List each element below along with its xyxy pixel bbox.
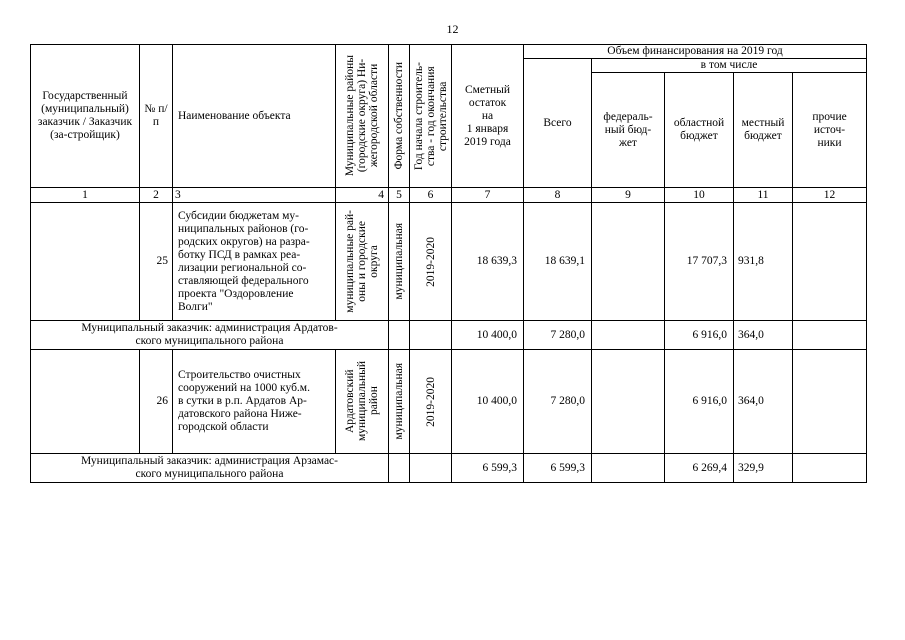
years-cell <box>410 350 452 454</box>
header-including: в том числе <box>592 59 867 73</box>
object-name <box>173 350 336 454</box>
header-federal-line: ный бюд- <box>604 123 652 136</box>
regional-value: 6 269,4 <box>665 454 734 483</box>
column-number: 7 <box>452 188 524 203</box>
municipal-customer-line: ского муниципального района <box>135 335 284 347</box>
local-value: 329,9 <box>734 454 793 483</box>
header-other <box>793 73 867 188</box>
estimated-value: 6 599,3 <box>452 454 524 483</box>
table-row <box>31 203 867 321</box>
column-number: 6 <box>410 188 452 203</box>
district-line: округа <box>368 245 380 278</box>
ownership-cell <box>389 203 410 321</box>
ownership-text: муниципальная <box>393 363 405 440</box>
column-number: 9 <box>592 188 665 203</box>
header-years-line: Год начала строитель- <box>412 61 425 171</box>
municipal-customer <box>31 454 389 483</box>
row-number: 26 <box>140 350 173 454</box>
object-name-line: ботку ПСД в рамках реа- <box>178 248 301 261</box>
object-name-line: городской области <box>178 421 269 433</box>
header-estimated-line: Сметный <box>464 83 511 96</box>
regional-value: 17 707,3 <box>665 203 734 321</box>
financing-table <box>30 44 867 483</box>
header-local-line: бюджет <box>744 130 782 142</box>
other-value <box>793 203 867 321</box>
column-number: 10 <box>665 188 734 203</box>
object-name-line: в сутки в р.п. Ардатов Ар- <box>178 395 307 407</box>
customer-cell <box>31 203 140 321</box>
header-num: № п/п <box>140 45 173 188</box>
page-number: 12 <box>446 22 459 36</box>
header-other-line: прочие <box>812 110 847 123</box>
estimated-value: 18 639,3 <box>452 203 524 321</box>
district-line: оны и городские <box>356 221 368 302</box>
district-cell <box>336 350 389 454</box>
header-estimated <box>452 45 524 188</box>
object-name <box>173 203 336 321</box>
column-number: 2 <box>140 188 173 203</box>
other-value <box>793 350 867 454</box>
municipal-customer-line: ского муниципального района <box>135 468 284 480</box>
header-local-line: местный <box>741 117 785 129</box>
header-financing: Объем финансирования на 2019 год <box>524 45 867 59</box>
header-regional-line: бюджет <box>680 130 718 142</box>
district-line: муниципальный <box>356 361 368 442</box>
column-number: 11 <box>734 188 793 203</box>
column-number: 1 <box>31 188 140 203</box>
object-name-line: ставляющей федерального <box>178 274 309 287</box>
object-name-line: ниципальных районов (го- <box>178 222 309 235</box>
header-years-line: ства - год окончания <box>424 66 437 166</box>
federal-value <box>592 321 665 350</box>
column-number-row <box>31 188 867 203</box>
header-regional-line: областной <box>673 117 725 129</box>
header-estimated-line: 1 января <box>466 122 509 135</box>
table-row <box>31 321 867 350</box>
district-line: Ардатовский <box>344 369 356 434</box>
header-years-line: строительства <box>436 81 449 151</box>
ownership-text: муниципальная <box>393 223 405 300</box>
header-estimated-line: на <box>481 109 494 122</box>
table-row <box>31 454 867 483</box>
district-cell <box>336 203 389 321</box>
header-years <box>410 45 452 188</box>
header-object-name: Наименование объекта <box>173 45 336 188</box>
district-line: муниципальные рай- <box>344 210 356 313</box>
regional-value: 6 916,0 <box>665 321 734 350</box>
header-total: Всего <box>524 59 592 188</box>
column-number: 3 <box>173 188 336 203</box>
local-value: 364,0 <box>734 350 793 454</box>
object-name-line: родских округов) на разра- <box>178 235 310 248</box>
table-row <box>31 350 867 454</box>
federal-value <box>592 203 665 321</box>
other-value <box>793 454 867 483</box>
header-estimated-line: остаток <box>468 96 507 109</box>
years-text: 2019-2020 <box>424 236 437 287</box>
estimated-value: 10 400,0 <box>452 350 524 454</box>
header-other-line: источ- <box>813 123 846 136</box>
municipal-customer-line: Муниципальный заказчик: администрация Ардатов- <box>81 322 338 334</box>
years-cell <box>410 203 452 321</box>
object-name-line: лизации региональной со- <box>178 261 307 274</box>
header-estimated-line: 2019 года <box>464 135 511 148</box>
total-value: 18 639,1 <box>524 203 592 321</box>
municipal-customer <box>31 321 389 350</box>
ownership-cell <box>389 350 410 454</box>
column-number: 8 <box>524 188 592 203</box>
object-name-line: датовского района Ниже- <box>178 408 302 420</box>
header-districts-line: Муниципальные районы <box>344 55 356 177</box>
column-number: 12 <box>793 188 867 203</box>
header-other-line: ники <box>817 136 842 149</box>
object-name-line: Субсидии бюджетам му- <box>178 209 300 222</box>
header-local <box>734 73 793 188</box>
column-number: 4 <box>336 188 389 203</box>
years-text: 2019-2020 <box>424 376 437 427</box>
municipal-customer-line: Муниципальный заказчик: администрация Арзамас- <box>80 455 338 467</box>
header-districts <box>336 45 389 188</box>
header-regional <box>665 73 734 188</box>
district-line: район <box>368 387 380 416</box>
header-ownership-text: Форма собственности <box>393 62 405 170</box>
object-name-line: Строительство очистных <box>178 369 301 381</box>
object-name-line: Волги" <box>178 300 213 313</box>
local-value: 364,0 <box>734 321 793 350</box>
header-districts-line: жегородской области <box>368 64 380 168</box>
column-number: 5 <box>389 188 410 203</box>
other-value <box>793 321 867 350</box>
header-federal-line: федераль- <box>603 110 653 123</box>
total-value: 7 280,0 <box>524 321 592 350</box>
header-districts-line: (городские округа) Ни- <box>356 59 368 173</box>
header-federal-line: жет <box>619 136 637 149</box>
header-customer: Государственный (муниципальный) заказчик / Заказчик (за-стройщик) <box>31 45 140 188</box>
federal-value <box>592 350 665 454</box>
row-number: 25 <box>140 203 173 321</box>
total-value: 6 599,3 <box>524 454 592 483</box>
local-value: 931,8 <box>734 203 793 321</box>
header-federal <box>592 73 665 188</box>
header-ownership <box>389 45 410 188</box>
customer-cell <box>31 350 140 454</box>
federal-value <box>592 454 665 483</box>
object-name-line: проекта "Оздоровление <box>178 287 294 300</box>
object-name-line: сооружений на 1000 куб.м. <box>178 382 310 394</box>
estimated-value: 10 400,0 <box>452 321 524 350</box>
regional-value: 6 916,0 <box>665 350 734 454</box>
total-value: 7 280,0 <box>524 350 592 454</box>
